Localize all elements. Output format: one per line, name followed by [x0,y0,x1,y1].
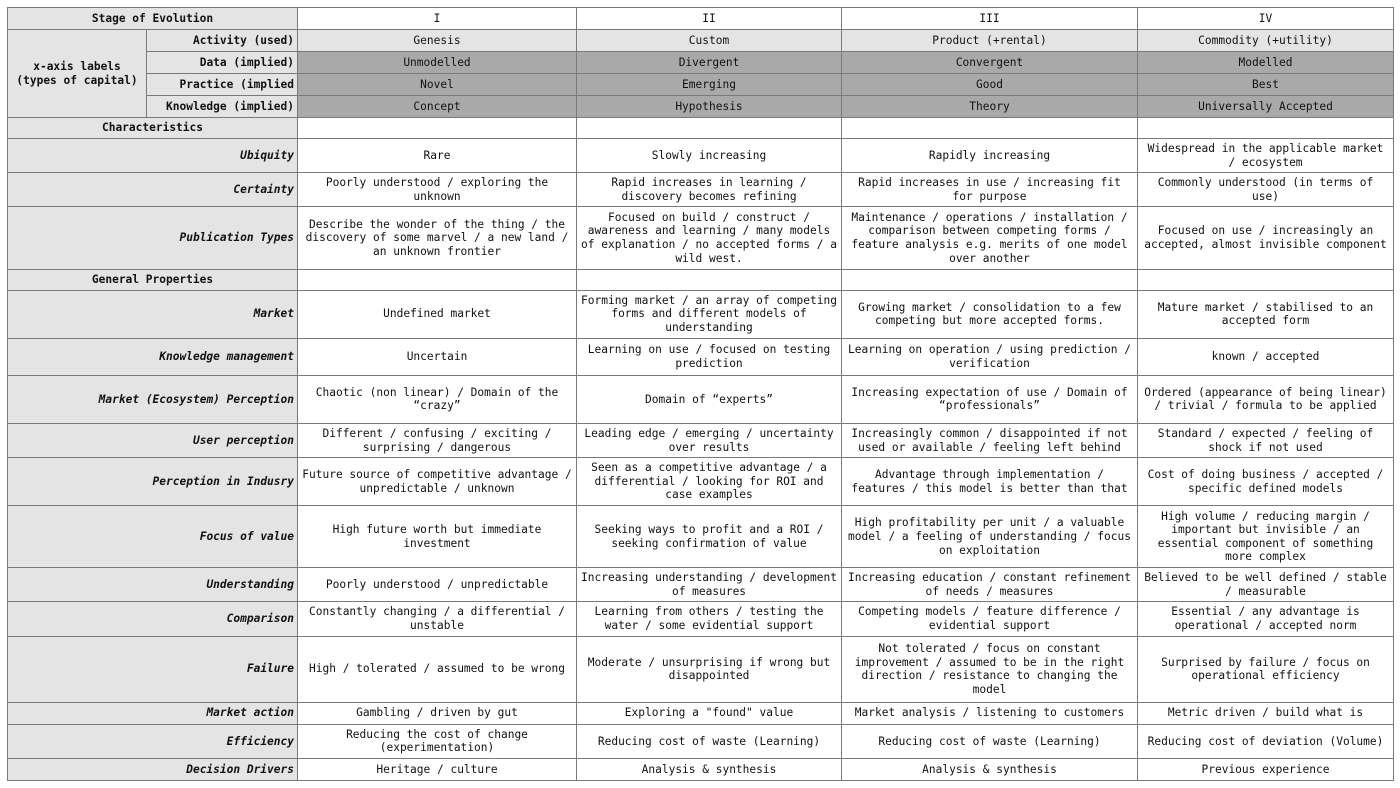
table-cell: Learning on operation / using prediction / verification [842,338,1138,375]
xaxis-cell: Theory [842,96,1138,118]
table-cell: Focused on build / construct / awareness and learning / many models of explanation / no accepted forms / a wild west. [577,207,842,269]
xaxis-cell: Modelled [1138,52,1394,74]
table-cell: Previous experience [1138,758,1394,780]
xaxis-row-practice [8,74,1394,96]
table-cell: Undefined market [298,290,577,338]
table-row [8,290,1394,338]
table-cell: Cost of doing business / accepted / specific defined models [1138,458,1394,506]
xaxis-cell: Product (+rental) [842,30,1138,52]
table-cell: Increasingly common / disappointed if not used or available / feeling left behind [842,424,1138,458]
table-cell: High volume / reducing margin / important but invisible / an essential component of something more complex [1138,506,1394,568]
table-cell: Gambling / driven by gut [298,702,577,724]
table-cell: Heritage / culture [298,758,577,780]
xaxis-row-label: Knowledge (implied) [147,96,298,118]
xaxis-cell: Divergent [577,52,842,74]
table-cell: Competing models / feature difference / evidential support [842,602,1138,636]
table-cell: Leading edge / emerging / uncertainty over results [577,424,842,458]
table-cell: Rapid increases in learning / discovery becomes refining [577,173,842,207]
table-cell: Rare [298,139,577,173]
table-cell: Moderate / unsurprising if wrong but disappointed [577,636,842,702]
table-cell: Analysis & synthesis [842,758,1138,780]
row-label: Ubiquity [8,139,298,173]
table-cell: Essential / any advantage is operational / accepted norm [1138,602,1394,636]
table-cell: Seeking ways to profit and a ROI / seeking confirmation of value [577,506,842,568]
row-label: Market (Ecosystem) Perception [8,375,298,423]
table-row [8,338,1394,375]
table-cell: Surprised by failure / focus on operational efficiency [1138,636,1394,702]
table-cell: Widespread in the applicable market / ecosystem [1138,139,1394,173]
table-cell: Poorly understood / exploring the unknown [298,173,577,207]
xaxis-cell: Concept [298,96,577,118]
table-cell: Domain of “experts” [577,375,842,423]
table-cell: Slowly increasing [577,139,842,173]
xaxis-row-label: Data (implied) [147,52,298,74]
row-label: Failure [8,636,298,702]
row-label: Certainty [8,173,298,207]
table-cell: Focused on use / increasingly an accepted, almost invisible component [1138,207,1394,269]
table-cell: Reducing cost of waste (Learning) [577,724,842,758]
table-cell: High future worth but immediate investment [298,506,577,568]
table-row [8,636,1394,702]
table-cell: Increasing understanding / development of measures [577,568,842,602]
stage-i: I [298,8,577,30]
row-label: Comparison [8,602,298,636]
xaxis-cell: Emerging [577,74,842,96]
table-row [8,724,1394,758]
stage-ii: II [577,8,842,30]
row-label: Market [8,290,298,338]
stage-iii: III [842,8,1138,30]
table-cell: Growing market / consolidation to a few competing but more accepted forms. [842,290,1138,338]
row-label: Understanding [8,568,298,602]
general-properties-heading: General Properties [8,269,298,290]
xaxis-row-label: Practice (implied [147,74,298,96]
xaxis-cell: Novel [298,74,577,96]
table-cell: Analysis & synthesis [577,758,842,780]
row-label: Decision Drivers [8,758,298,780]
table-row [8,602,1394,636]
row-label: Focus of value [8,506,298,568]
table-cell: Reducing cost of deviation (Volume) [1138,724,1394,758]
stage-row [8,8,1394,30]
stage-of-evolution-label: Stage of Evolution [8,8,298,30]
xaxis-row-activity [8,30,1394,52]
xaxis-cell: Genesis [298,30,577,52]
characteristics-heading-row [8,118,1394,139]
table-cell: Reducing the cost of change (experimentation) [298,724,577,758]
table-cell: Rapidly increasing [842,139,1138,173]
general-heading-row [8,269,1394,290]
table-cell: Different / confusing / exciting / surprising / dangerous [298,424,577,458]
row-label: Market action [8,702,298,724]
table-cell: High / tolerated / assumed to be wrong [298,636,577,702]
table-cell: Forming market / an array of competing forms and different models of understanding [577,290,842,338]
table-cell: Describe the wonder of the thing / the discovery of some marvel / a new land / an unknown frontier [298,207,577,269]
table-cell: known / accepted [1138,338,1394,375]
table-cell: Mature market / stabilised to an accepted form [1138,290,1394,338]
stage-iv: IV [1138,8,1394,30]
xaxis-cell: Unmodelled [298,52,577,74]
table-row [8,375,1394,423]
evolution-table [7,7,1394,781]
table-cell: Future source of competitive advantage / unpredictable / unknown [298,458,577,506]
table-cell: Constantly changing / a differential / unstable [298,602,577,636]
row-label: User perception [8,424,298,458]
table-cell: Advantage through implementation / features / this model is better than that [842,458,1138,506]
xaxis-row-label: Activity (used) [147,30,298,52]
xaxis-group-label: x-axis labels (types of capital) [8,30,147,118]
xaxis-cell: Custom [577,30,842,52]
xaxis-cell: Universally Accepted [1138,96,1394,118]
table-cell: Standard / expected / feeling of shock if not used [1138,424,1394,458]
table-cell: Believed to be well defined / stable / measurable [1138,568,1394,602]
xaxis-cell: Convergent [842,52,1138,74]
table-cell: Poorly understood / unpredictable [298,568,577,602]
table-cell: Rapid increases in use / increasing fit for purpose [842,173,1138,207]
xaxis-cell: Best [1138,74,1394,96]
table-row [8,568,1394,602]
general-properties-body [8,290,1394,780]
xaxis-cell: Commodity (+utility) [1138,30,1394,52]
table-row [8,424,1394,458]
table-row [8,173,1394,207]
table-row [8,506,1394,568]
characteristics-body [8,139,1394,269]
table-row [8,758,1394,780]
table-row [8,207,1394,269]
xaxis-cell: Hypothesis [577,96,842,118]
table-cell: Uncertain [298,338,577,375]
row-label: Knowledge management [8,338,298,375]
table-cell: Not tolerated / focus on constant improvement / assumed to be in the right direction / resistance to changing the model [842,636,1138,702]
table-cell: Increasing education / constant refinement of needs / measures [842,568,1138,602]
table-cell: Commonly understood (in terms of use) [1138,173,1394,207]
xaxis-cell: Good [842,74,1138,96]
table-row [8,458,1394,506]
characteristics-heading: Characteristics [8,118,298,139]
table-cell: High profitability per unit / a valuable model / a feeling of understanding / focus on exploitation [842,506,1138,568]
table-cell: Ordered (appearance of being linear) / trivial / formula to be applied [1138,375,1394,423]
table-cell: Chaotic (non linear) / Domain of the “crazy” [298,375,577,423]
row-label: Perception in Indusry [8,458,298,506]
table-cell: Learning from others / testing the water / some evidential support [577,602,842,636]
table-row [8,139,1394,173]
row-label: Publication Types [8,207,298,269]
table-cell: Maintenance / operations / installation / comparison between competing forms / feature analysis e.g. merits of one model over another [842,207,1138,269]
table-cell: Increasing expectation of use / Domain of “professionals” [842,375,1138,423]
table-cell: Metric driven / build what is [1138,702,1394,724]
table-row [8,702,1394,724]
table-cell: Learning on use / focused on testing prediction [577,338,842,375]
row-label: Efficiency [8,724,298,758]
table-cell: Exploring a "found" value [577,702,842,724]
table-cell: Reducing cost of waste (Learning) [842,724,1138,758]
xaxis-row-knowledge [8,96,1394,118]
table-cell: Seen as a competitive advantage / a differential / looking for ROI and case examples [577,458,842,506]
table-cell: Market analysis / listening to customers [842,702,1138,724]
xaxis-row-data [8,52,1394,74]
